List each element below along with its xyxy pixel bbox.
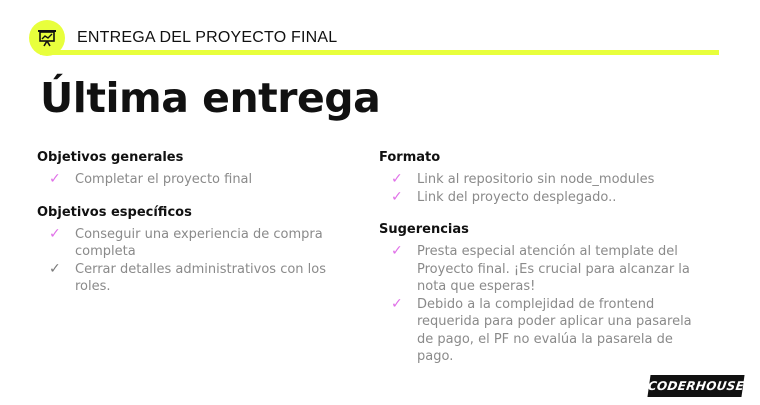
right-column [379, 150, 699, 366]
format-heading: Formato [379, 150, 441, 165]
coderhouse-logo: CODERHOUSE [647, 375, 744, 397]
list-item [379, 296, 699, 366]
check-icon: ✓ [391, 295, 403, 312]
header-title: ENTREGA DEL PROYECTO FINAL [77, 29, 338, 46]
list-item-text: Conseguir una experiencia de compra completa [75, 226, 323, 259]
list-item [379, 243, 699, 296]
specific-objectives-heading: Objetivos específicos [37, 204, 192, 220]
general-objectives-heading: Objetivos generales [37, 150, 184, 165]
list-item-text: Debido a la complejidad de frontend requerida para poder aplicar una pasarela de pago, el PF no evalúa la pasarela de pago. [417, 296, 692, 364]
list-item-text: Link del proyecto desplegado.. [417, 189, 617, 205]
suggestions-heading: Sugerencias [379, 222, 469, 237]
list-item [37, 261, 357, 296]
list-item-text: Link al repositorio sin node_modules [417, 172, 655, 187]
list-item-text: Presta especial atención al template del Proyecto final. ¡Es crucial para alcanzar la nota que esperas! [417, 244, 690, 294]
check-icon: ✓ [49, 260, 61, 277]
specific-objectives-list [37, 226, 357, 296]
check-icon: ✓ [49, 225, 61, 242]
header-underline [40, 50, 719, 55]
check-icon: ✓ [391, 171, 403, 187]
list-item [379, 171, 699, 189]
suggestions-list [379, 243, 699, 366]
format-list [379, 171, 699, 206]
check-icon: ✓ [391, 243, 403, 259]
page-title: Última entrega [40, 74, 381, 122]
check-icon: ✓ [49, 171, 61, 187]
list-item [37, 226, 357, 261]
check-icon: ✓ [391, 188, 403, 205]
list-item-text: Completar el proyecto final [75, 172, 253, 187]
list-item [379, 189, 699, 207]
left-column [37, 150, 357, 296]
list-item [37, 171, 357, 189]
general-objectives-list [37, 171, 357, 189]
list-item-text: Cerrar detalles administrativos con los roles. [75, 261, 327, 294]
